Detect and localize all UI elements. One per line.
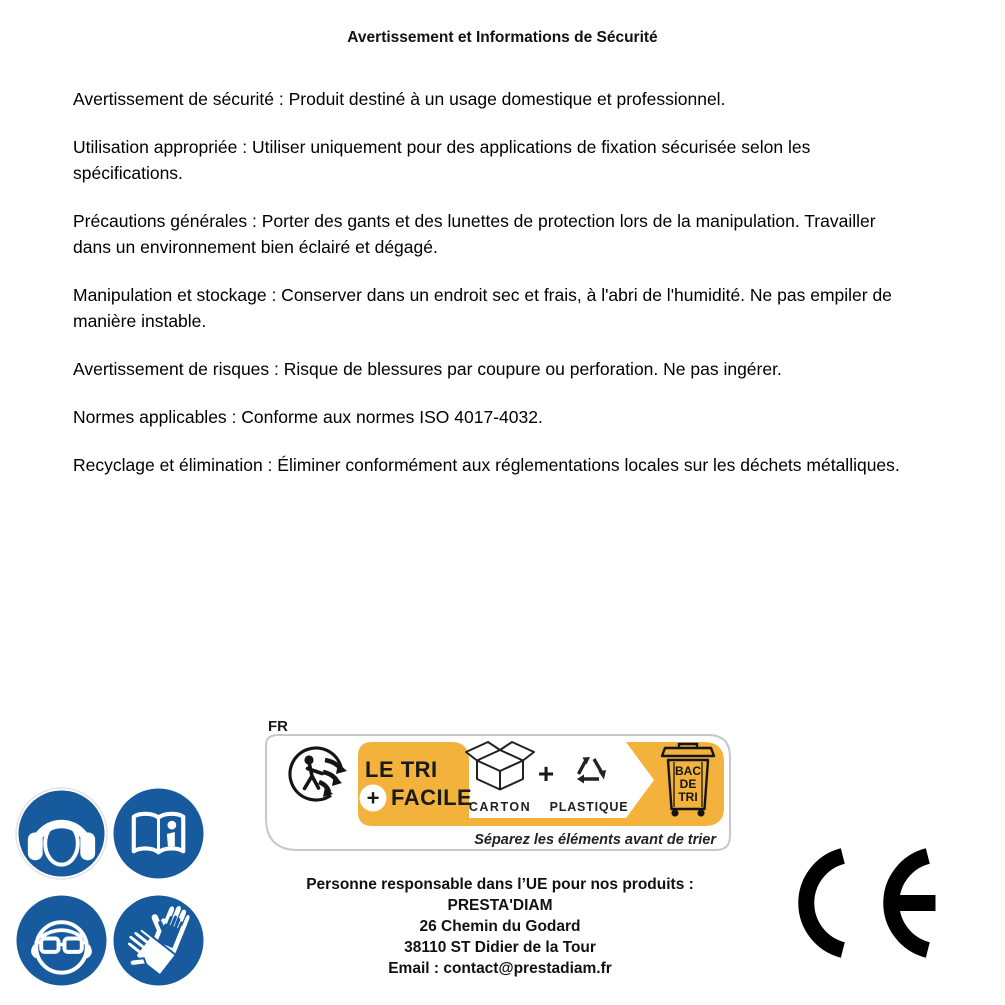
mandatory-safety-icons — [15, 787, 207, 989]
safety-paragraph: Avertissement de sécurité : Produit destiné à un usage domestique et professionnel. — [73, 89, 726, 109]
company-name: PRESTA'DIAM — [447, 897, 553, 914]
safety-paragraph: Utilisation appropriée : Utiliser uniquement pour des applications de fixation sécurisée selon les spécifications. — [73, 137, 811, 183]
bin-label-line: TRI — [678, 790, 698, 804]
safety-paragraph: Normes applicables : Conforme aux normes ISO 4017-4032. — [73, 407, 543, 427]
headline-plus: + — [366, 785, 380, 811]
plus-separator: + — [537, 758, 555, 789]
eye-protection-icon — [15, 894, 108, 987]
company-email: Email : contact@prestadiam.fr — [388, 960, 612, 977]
headline-le-tri: LE TRI — [365, 757, 438, 782]
bin-label-line: DE — [679, 777, 697, 791]
sorting-instruction: Séparez les éléments avant de trier — [474, 832, 716, 848]
safety-paragraph: Recyclage et élimination : Éliminer conformément aux réglementations locales sur les déchets métalliques. — [73, 455, 900, 475]
hand-protection-icon — [112, 894, 205, 987]
read-manual-icon — [112, 787, 205, 880]
fr-country-code: FR — [268, 718, 288, 735]
sorting-info-label — [264, 712, 734, 856]
responsible-line: Personne responsable dans l’UE pour nos produits : — [306, 876, 694, 893]
company-city: 38110 ST Didier de la Tour — [404, 939, 596, 956]
ce-mark-icon — [795, 841, 975, 965]
carton-label: CARTON — [468, 800, 532, 814]
banner-left — [358, 742, 469, 826]
plastique-label: PLASTIQUE — [549, 800, 629, 814]
safety-paragraph: Précautions générales : Porter des gants et des lunettes de protection lors de la manipulation. Travailler dans un environnement bien éclairé et dégagé. — [73, 211, 876, 257]
safety-paragraph: Avertissement de risques : Risque de blessures par coupure ou perforation. Ne pas ingérer. — [73, 359, 782, 379]
safety-paragraph: Manipulation et stockage : Conserver dans un endroit sec et frais, à l'abri de l'humidité. Ne pas empiler de manière instable. — [73, 285, 892, 331]
responsible-person-block — [250, 874, 750, 979]
bin-label-line: BAC — [675, 764, 701, 778]
safety-text-block — [73, 86, 916, 500]
page-title: Avertissement et Informations de Sécurité — [347, 29, 658, 46]
company-street: 26 Chemin du Godard — [419, 918, 581, 935]
headline-facile: FACILE — [391, 785, 473, 810]
ear-protection-icon — [15, 787, 108, 880]
